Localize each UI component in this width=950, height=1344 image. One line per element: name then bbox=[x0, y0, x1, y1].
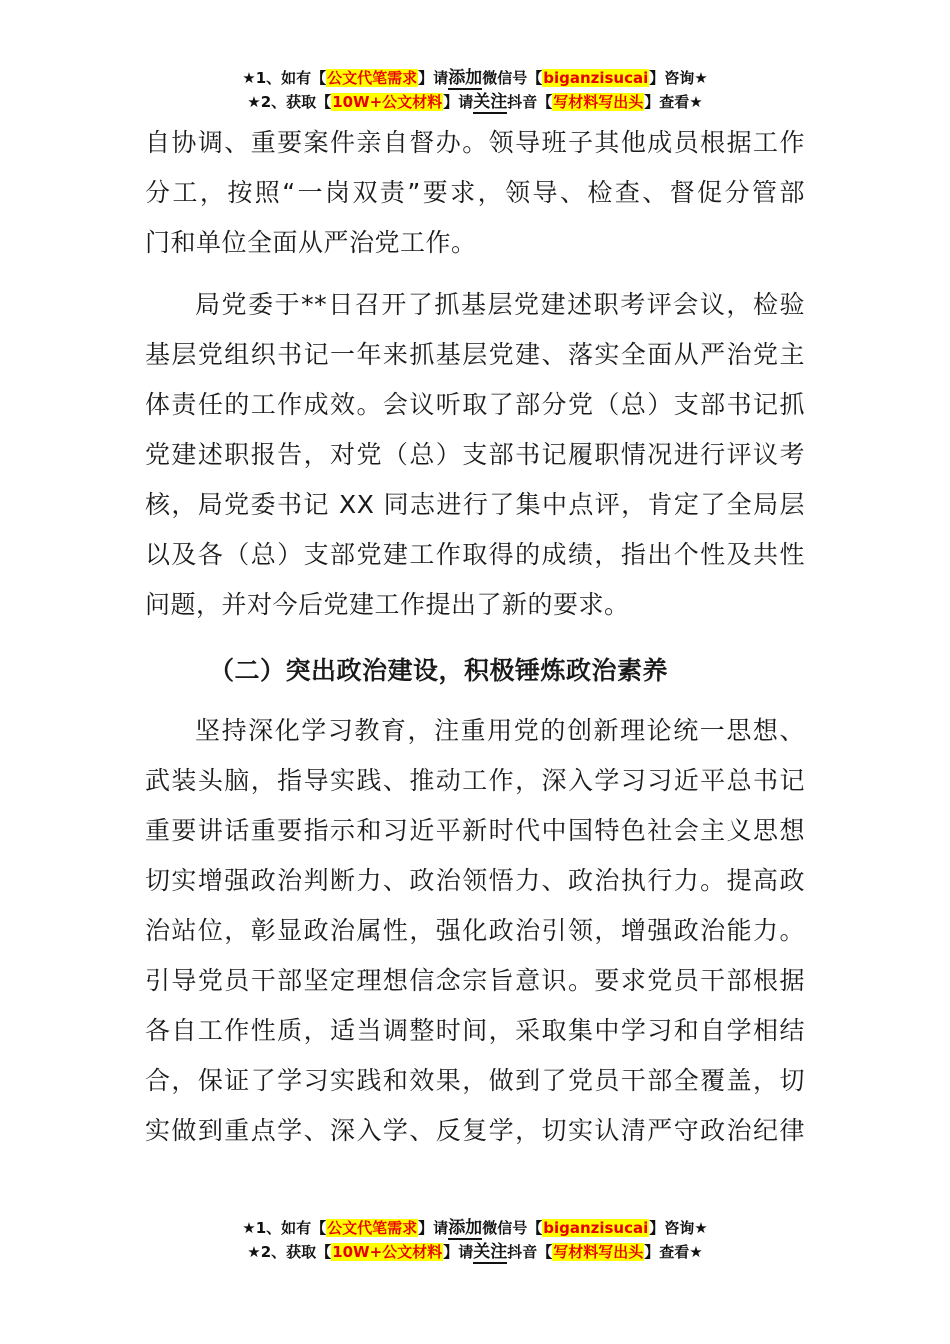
text-line: 坚持深化学习教育，注重用党的创新理论统一思想、 bbox=[195, 716, 805, 745]
highlight-wechat-id: biganzisucai bbox=[543, 69, 649, 87]
text-line: 引导党员干部坚定理想信念宗旨意识。要求党员干部根据 bbox=[145, 966, 805, 995]
emphasis-text: 添加 bbox=[448, 68, 483, 88]
text-line: 治站位，彰显政治属性，强化政治引领，增强政治能力。 bbox=[145, 916, 805, 945]
banner-line-2 bbox=[0, 1240, 950, 1264]
text-line: 问题，并对今后党建工作提出了新的要求。 bbox=[145, 590, 630, 619]
text-line: 合，保证了学习实践和效果，做到了党员干部全覆盖，切 bbox=[145, 1066, 805, 1095]
text-line: 体责任的工作成效。会议听取了部分党（总）支部书记抓 bbox=[145, 390, 805, 419]
text-line: 自协调、重要案件亲自督办。领导班子其他成员根据工作 bbox=[145, 128, 805, 157]
highlight-materials: 10W+公文材料 bbox=[332, 93, 443, 111]
section-heading: （二）突出政治建设，积极锤炼政治素养 bbox=[209, 656, 669, 685]
text-line: 武装头脑，指导实践、推动工作，深入学习习近平总书记 bbox=[145, 766, 805, 795]
text-line: 分工，按照“一岗双责”要求，领导、检查、督促分管部 bbox=[145, 178, 805, 207]
header-banner bbox=[0, 66, 950, 114]
text-line: 基层党组织书记一年来抓基层党建、落实全面从严治党主 bbox=[145, 340, 805, 369]
paragraph-2 bbox=[145, 280, 805, 630]
highlight-service: 公文代笔需求 bbox=[327, 69, 418, 87]
emphasis-text: 关注 bbox=[473, 1242, 508, 1262]
banner-text: 】请 bbox=[418, 69, 449, 87]
text-line: 核，局党委书记 XX 同志进行了集中点评，肯定了全局层 bbox=[145, 490, 805, 519]
banner-text: ★2、获取【 bbox=[247, 93, 332, 111]
banner-text: 微信号【 bbox=[482, 1219, 543, 1237]
paragraph-3 bbox=[145, 706, 805, 1156]
text-line: 切实增强政治判断力、政治领悟力、政治执行力。提高政 bbox=[145, 866, 805, 895]
banner-text: ★2、获取【 bbox=[247, 1243, 332, 1261]
banner-line-2 bbox=[0, 90, 950, 114]
highlight-materials: 10W+公文材料 bbox=[332, 1243, 443, 1261]
text-line: 重要讲话重要指示和习近平新时代中国特色社会主义思想 bbox=[145, 816, 805, 845]
banner-line-1 bbox=[0, 1216, 950, 1240]
banner-text: 】请 bbox=[443, 1243, 474, 1261]
emphasis-text: 添加 bbox=[448, 1218, 483, 1238]
footer-banner bbox=[0, 1216, 950, 1264]
banner-text: 】查看★ bbox=[644, 1243, 703, 1261]
highlight-douyin-account: 写材料写出头 bbox=[553, 1243, 644, 1261]
banner-text: 】请 bbox=[443, 93, 474, 111]
text-line: 门和单位全面从严治党工作。 bbox=[145, 228, 477, 257]
highlight-service: 公文代笔需求 bbox=[327, 1219, 418, 1237]
text-line: 局党委于**日召开了抓基层党建述职考评会议，检验 bbox=[195, 290, 805, 319]
banner-line-1 bbox=[0, 66, 950, 90]
banner-text: 微信号【 bbox=[482, 69, 543, 87]
highlight-douyin-account: 写材料写出头 bbox=[553, 93, 644, 111]
banner-text: 】请 bbox=[418, 1219, 449, 1237]
banner-text: 】咨询★ bbox=[649, 1219, 708, 1237]
document-body bbox=[145, 118, 805, 1156]
text-line: 实做到重点学、深入学、反复学，切实认清严守政治纪律 bbox=[145, 1116, 805, 1145]
text-line: 各自工作性质，适当调整时间，采取集中学习和自学相结 bbox=[145, 1016, 805, 1045]
highlight-wechat-id: biganzisucai bbox=[543, 1219, 649, 1237]
banner-text: 抖音【 bbox=[507, 93, 553, 111]
banner-text: ★1、如有【 bbox=[242, 1219, 327, 1237]
banner-text: 】查看★ bbox=[644, 93, 703, 111]
emphasis-text: 关注 bbox=[473, 92, 508, 112]
text-line: 党建述职报告，对党（总）支部书记履职情况进行评议考 bbox=[145, 440, 805, 469]
banner-text: 】咨询★ bbox=[649, 69, 708, 87]
banner-text: ★1、如有【 bbox=[242, 69, 327, 87]
text-line: 以及各（总）支部党建工作取得的成绩，指出个性及共性 bbox=[145, 540, 805, 569]
banner-text: 抖音【 bbox=[507, 1243, 553, 1261]
paragraph-1 bbox=[145, 118, 805, 268]
